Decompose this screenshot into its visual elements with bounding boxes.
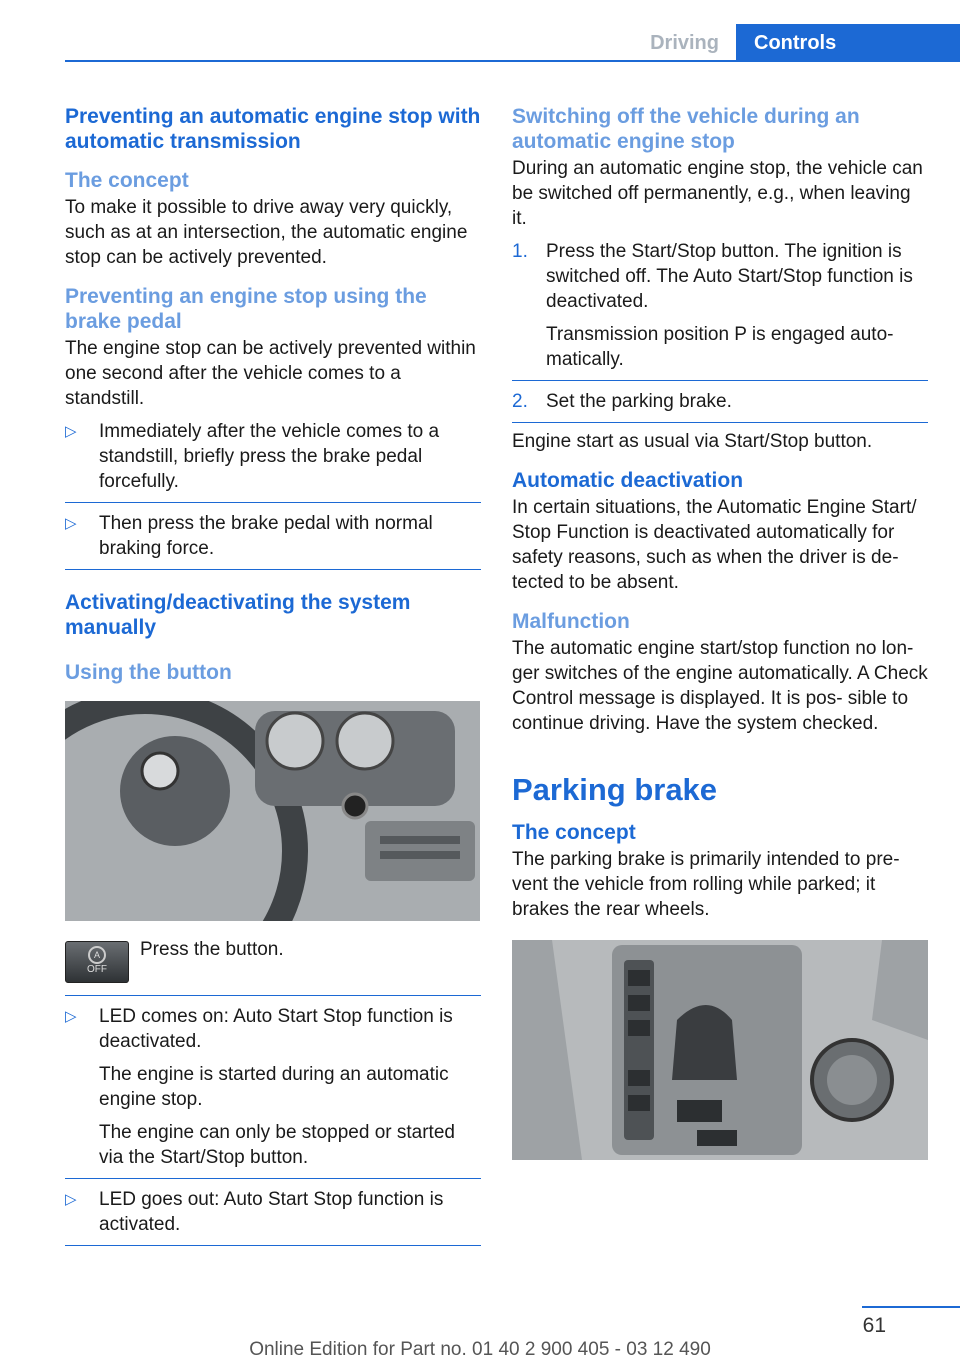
heading-using-button: Using the button — [65, 661, 232, 684]
edition-text: Online Edition for Part no. 01 40 2 900 405 - 03 12 490 — [249, 1339, 711, 1360]
triangle-bullet-icon: ▷ — [65, 423, 77, 440]
list-item: ▷ LED goes out: Auto Start Stop function is activated. — [65, 1189, 444, 1235]
list-item: ▷ Then press the brake pedal with normal braking force. — [65, 513, 433, 559]
divider — [65, 1245, 481, 1246]
divider — [512, 380, 928, 381]
heading-brake-pedal: Preventing an engine stop using the brake pedal — [65, 285, 427, 333]
left-column — [65, 104, 481, 1246]
triangle-bullet-icon: ▷ — [65, 1191, 77, 1208]
engine-start-text: Engine start as usual via Start/Stop button. — [512, 431, 873, 452]
dashboard-photo — [65, 701, 480, 921]
list-item: 1. Press the Start/Stop button. The ignition is switched off. The Auto Start/Stop function is deactivated. Transmission position P is engaged auto‐ matically. — [512, 241, 913, 370]
triangle-bullet-icon: ▷ — [65, 1008, 77, 1025]
divider — [65, 995, 481, 996]
auto-start-stop-button-icon: A OFF — [65, 941, 129, 983]
parking-concept-text: The parking brake is primarily intended to pre‐ vent the vehicle from rolling while parked; it brakes the rear wheels. — [512, 849, 900, 920]
heading-switch-off: Switching off the vehicle during an automatic engine stop — [512, 105, 860, 153]
auto-deactivation-text: In certain situations, the Automatic Engine Start/ Stop Function is deactivated automatically for safety reasons, such as when the driver is de‐ tected to be absent. — [512, 497, 917, 593]
list-item: 2. Set the parking brake. — [512, 391, 732, 412]
chapter-label: Controls — [736, 24, 960, 60]
heading-prevent-stop: Preventing an automatic engine stop with automatic transmission — [65, 105, 481, 153]
divider — [512, 422, 928, 423]
page-number: 61 — [862, 1314, 886, 1337]
malfunction-text: The automatic engine start/stop function no lon‐ ger switches of the engine automatically. A Check Control message is displayed. It is pos‐ sible to continue driving. Have the system checked. — [512, 638, 928, 734]
page-header — [65, 24, 960, 62]
concept-text: To make it possible to drive away very quickly, such as at an intersection, the automatic engine stop can be actively prevented. — [65, 197, 468, 268]
heading-malfunction: Malfunction — [512, 610, 630, 633]
section-label: Driving — [650, 32, 719, 54]
divider — [65, 569, 481, 570]
heading-parking-concept: The concept — [512, 821, 636, 844]
gear-selector-illustration — [512, 940, 928, 1160]
press-button-text: Press the button. — [140, 939, 284, 960]
footer-rule — [862, 1306, 960, 1308]
right-column — [512, 104, 928, 1160]
triangle-bullet-icon: ▷ — [65, 515, 77, 532]
steering-wheel-illustration — [65, 701, 480, 921]
list-item: ▷ Immediately after the vehicle comes to a standstill, briefly press the brake pedal forcefully. — [65, 421, 440, 492]
divider — [65, 1178, 481, 1179]
button-instruction — [65, 941, 481, 985]
divider — [65, 502, 481, 503]
switch-text: During an automatic engine stop, the vehicle can be switched off permanently, e.g., when leaving it. — [512, 158, 923, 229]
heading-manual: Activating/deactivating the system manually — [65, 591, 411, 639]
heading-auto-deactivation: Automatic deactivation — [512, 469, 744, 492]
heading-parking-brake: Parking brake — [512, 772, 718, 807]
heading-concept: The concept — [65, 169, 189, 192]
center-console-photo — [512, 940, 928, 1160]
list-item: ▷ LED comes on: Auto Start Stop function is deactivated. The engine is started during an automatic engine stop. The engine can only be stopped or started via the Start/Stop button. — [65, 1006, 455, 1168]
brake-text: The engine stop can be actively prevented within one second after the vehicle comes to a standstill. — [65, 338, 476, 409]
